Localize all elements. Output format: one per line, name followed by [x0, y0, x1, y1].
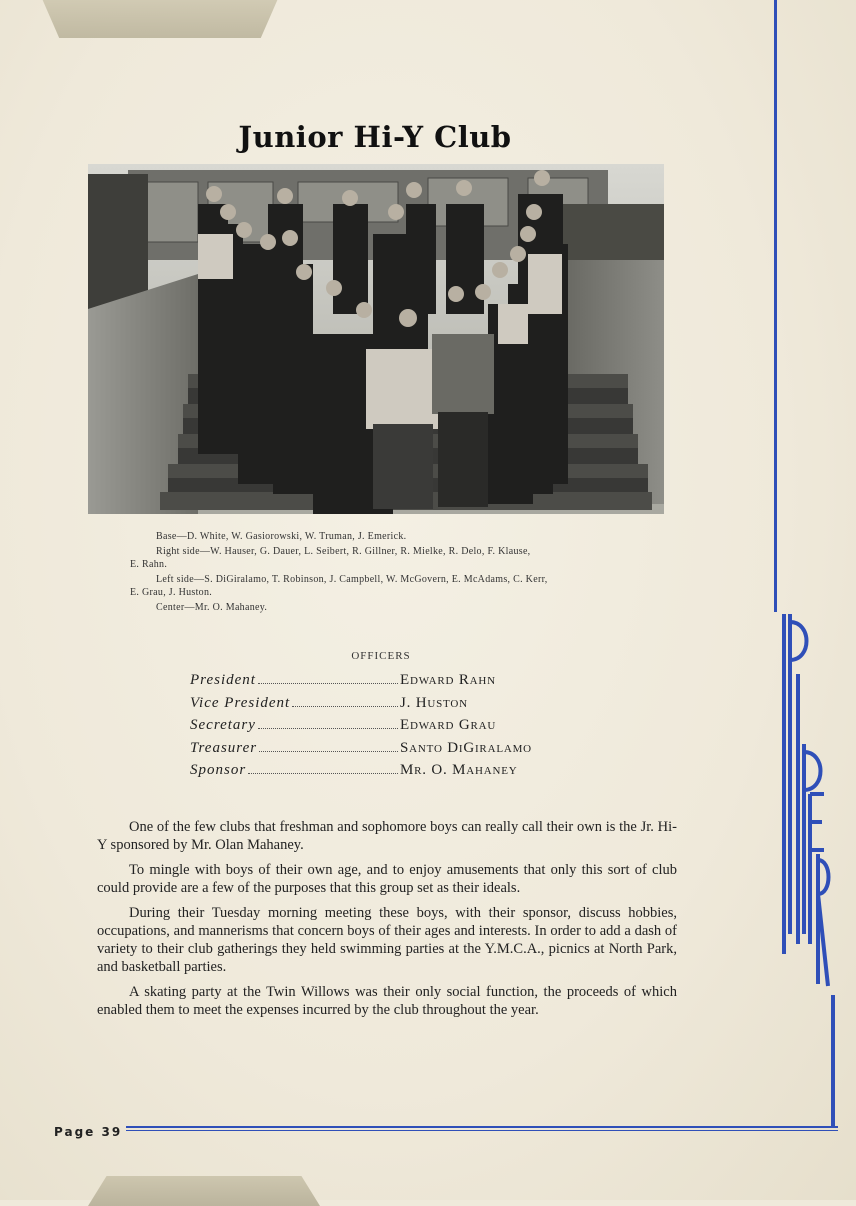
officer-role: Sponsor [190, 762, 247, 778]
vertical-title-piper [778, 614, 834, 994]
officer-role: Vice President [190, 694, 291, 711]
leader-dots [258, 728, 398, 729]
officer-name: J. Huston [400, 694, 468, 711]
officer-name: Santo DiGiralamo [400, 739, 532, 756]
border-line-horizontal [126, 1126, 838, 1131]
officer-row [190, 740, 570, 763]
officers-heading: OFFICERS [351, 650, 411, 662]
page-number: Page 39 [54, 1125, 123, 1139]
leader-dots [259, 751, 398, 752]
officer-name: Edward Grau [400, 717, 497, 733]
officer-row [190, 672, 570, 695]
binder-tab-top [40, 0, 280, 38]
caption-line: Center—Mr. O. Mahaney. [156, 602, 268, 613]
officer-role: Treasurer [190, 739, 258, 756]
officer-name: Mr. O. Mahaney [400, 762, 518, 778]
article-body [97, 818, 677, 1026]
officer-role: President [190, 672, 256, 688]
caption-line: E. Rahn. [130, 559, 168, 570]
paragraph: During their Tuesday morning meeting these boys, with their sponsor, discuss hobbies, occupations, and mannerisms that concern boys of their ages and interests. In order to add a dash of variety to their club gatherings they held swimming parties at the Y.M.C.A., picnics at North Park, and basketball parties. [97, 905, 677, 975]
caption-line: Right side—W. Hauser, G. Dauer, L. Seibert, R. Gillner, R. Mielke, R. Delo, F. Klause, [156, 546, 531, 557]
group-photo [88, 164, 664, 514]
paragraph: One of the few clubs that freshman and sophomore boys can really call their own is the Jr. Hi-Y sponsored by Mr. Olan Mahaney. [97, 819, 677, 853]
caption-line: Base—D. White, W. Gasiorowski, W. Truman, J. Emerick. [156, 531, 407, 542]
caption-line: Left side—S. DiGiralamo, T. Robinson, J. Campbell, W. McGovern, E. McAdams, C. Kerr, [156, 574, 548, 585]
officer-row [190, 717, 570, 740]
leader-dots [258, 683, 398, 684]
page-title: Junior Hi-Y Club [238, 120, 512, 154]
officer-name: Edward Rahn [400, 672, 496, 688]
officer-row [190, 762, 570, 785]
paragraph: A skating party at the Twin Willows was their only social function, the proceeds of which enabled them to meet the expenses incurred by the club throughout the year. [97, 984, 677, 1018]
border-line-vertical [774, 0, 777, 612]
binder-tab-bottom [88, 1176, 320, 1206]
officer-row [190, 695, 570, 718]
leader-dots [248, 773, 398, 774]
border-line-vertical-lower [831, 995, 835, 1126]
officers-list [190, 672, 570, 785]
paragraph: To mingle with boys of their own age, and to enjoy amusements that only this sort of club could provide are a few of the purposes that this group set as their ideals. [97, 862, 677, 896]
caption-line: E. Grau, J. Huston. [130, 587, 213, 598]
leader-dots [292, 706, 398, 707]
officer-role: Secretary [190, 717, 256, 733]
photo-caption [130, 530, 630, 616]
